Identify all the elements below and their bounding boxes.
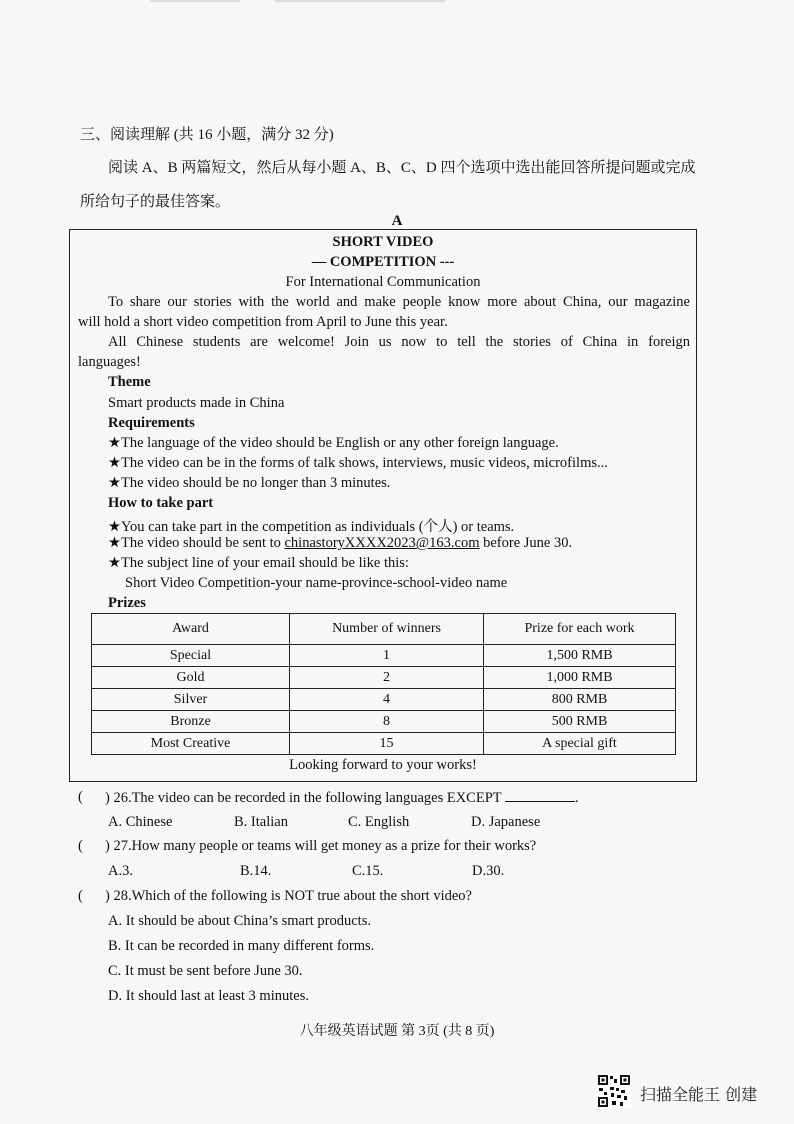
how-item-email [108,535,572,552]
table-cell: Bronze [92,711,290,733]
instruction-line-1: 阅读 A、B 两篇短文，然后从每小题 A、B、C、D 四个选项中选出能回答所提问题或完成 [108,160,696,176]
requirements-heading: Requirements [108,415,195,431]
section-title: 三、阅读理解 (共 16 小题，满分 32 分) [80,127,334,143]
answer-paren: ( [78,888,83,904]
table-cell: Silver [92,689,290,711]
table-cell: 500 RMB [484,711,676,733]
theme-heading: Theme [108,374,151,390]
table-cell: 4 [290,689,484,711]
question-27: ) 27.How many people or teams will get money as a prize for their works? [105,838,537,854]
scanner-watermark: 扫描全能王 创建 [640,1085,758,1104]
option-b: B. Italian [234,814,288,830]
option-a: A. Chinese [108,814,173,830]
email-link: chinastoryXXXX2023@163.com [284,535,480,551]
option-d: D.30. [472,863,505,879]
option-a: A.3. [108,863,133,879]
closing-line: Looking forward to your works! [289,757,477,773]
para1-line1: To share our stories with the world and make people know more about China, our magazine [108,294,690,310]
table-cell: 1 [290,645,484,667]
requirement-item: ★The video can be in the forms of talk shows, interviews, music videos, microfilms... [108,455,608,471]
answer-blank [505,789,575,802]
option-d: D. It should last at least 3 minutes. [108,988,309,1004]
table-cell: 1,500 RMB [484,645,676,667]
table-header: Award [92,614,290,645]
table-cell: A special gift [484,733,676,755]
table-cell: 800 RMB [484,689,676,711]
instruction-line-2: 所给句子的最佳答案。 [80,194,231,210]
question-28: ) 28.Which of the following is NOT true about the short video? [105,888,472,904]
table-cell: 1,000 RMB [484,667,676,689]
question-text: ) 26.The video can be recorded in the following languages EXCEPT [105,790,502,806]
option-c: C. English [348,814,410,830]
option-c: C. It must be sent before June 30. [108,963,303,979]
table-cell: Most Creative [92,733,290,755]
table-header: Number of winners [290,614,484,645]
scan-artifact-line [275,0,445,2]
question-26 [105,789,579,807]
table-row [92,645,676,667]
requirement-item: ★The language of the video should be English or any other foreign language. [108,435,559,451]
prizes-table [91,613,676,755]
prizes-heading: Prizes [108,595,146,611]
option-c: C.15. [352,863,384,879]
table-row [92,667,676,689]
option-a: A. It should be about China’s smart products. [108,913,371,929]
option-b: B. It can be recorded in many different forms. [108,938,375,954]
how-heading: How to take part [108,495,214,511]
question-end: . [574,790,579,806]
table-cell: 8 [290,711,484,733]
how-item: ★You can take part in the competition as individuals (个人) or teams. [108,519,515,535]
answer-paren: ( [78,789,83,805]
answer-paren: ( [78,838,83,854]
table-row [92,711,676,733]
scan-artifact-line [150,0,240,2]
table-cell: 15 [290,733,484,755]
para2-line1: All Chinese students are welcome! Join us now to tell the stories of China in foreign [108,334,690,350]
option-b: B.14. [240,863,272,879]
table-cell: Gold [92,667,290,689]
para1-line2: will hold a short video competition from April to June this year. [78,314,448,330]
requirement-item: ★The video should be no longer than 3 minutes. [108,475,391,491]
table-row [92,733,676,755]
para2-line2: languages! [78,354,141,370]
how-item-text: ★The video should be sent to [108,535,285,551]
theme-text: Smart products made in China [108,395,285,411]
passage-title-sub: — COMPETITION --- [311,254,455,270]
passage-subtitle: For International Communication [285,274,481,290]
table-cell: 2 [290,667,484,689]
how-item-text: before June 30. [479,535,573,551]
table-header: Prize for each work [484,614,676,645]
passage-title: SHORT VIDEO [332,234,434,250]
how-item: ★The subject line of your email should be like this: [108,555,409,571]
table-cell: Special [92,645,290,667]
subject-line-example: Short Video Competition-your name-province-school-video name [125,575,508,591]
table-header-row [92,614,676,645]
option-d: D. Japanese [471,814,541,830]
qr-code-icon [597,1074,631,1108]
table-row [92,689,676,711]
page-footer: 八年级英语试题 第 3页 (共 8 页) [299,1024,495,1039]
passage-letter: A [391,213,403,229]
